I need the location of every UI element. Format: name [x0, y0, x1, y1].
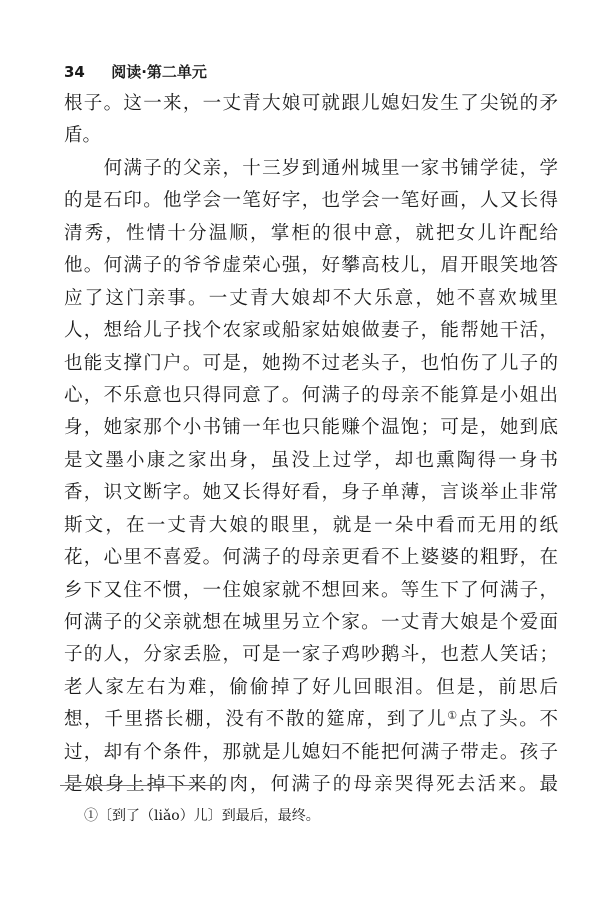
text-segment: 点了头。不	[458, 709, 558, 731]
text-line: 身，她家那个小书铺一年也只能赚个温饱；可是，她到底	[64, 417, 558, 439]
text-line: 也能支撑门户。可是，她拗不过老头子，也怕伤了儿子的	[64, 352, 558, 374]
text-line: 是文墨小康之家出身，虽没上过学，却也熏陶得一身书	[64, 449, 558, 471]
text-line: 何满子的父亲就想在城里另立个家。一丈青大娘是个爱面	[64, 612, 558, 633]
text-line: 老人家左右为难，偷偷掉了好儿回眼泪。但是，前思后	[64, 676, 558, 698]
text-line: 何满子的父亲，十三岁到通州城里一家书铺学徒，学	[64, 157, 558, 179]
text-segment: 想，千里搭长棚，没有不散的筵席，到了儿	[64, 709, 448, 731]
page-header	[64, 61, 207, 82]
text-line: 心，不乐意也只得同意了。何满子的母亲不能算是小姐出	[64, 384, 558, 406]
text-line: 花，心里不喜爱。何满子的母亲更看不上婆婆的粗野，在	[64, 547, 558, 569]
page-number: 34	[64, 63, 85, 81]
text-line: 乡下又住不惯，一住娘家就不想回来。等生下了何满子，	[64, 579, 558, 601]
body-text	[64, 88, 558, 802]
text-line: 过，却有个条件，那就是儿媳妇不能把何满子带走。孩子	[64, 741, 558, 763]
text-line-with-footnote	[64, 704, 558, 736]
section-title: 阅读·第二单元	[111, 63, 207, 81]
text-line: 是娘身上掉下来的肉，何满子的母亲哭得死去活来。最	[64, 774, 558, 796]
footnote: ①〔到了（liǎo）儿〕到最后，最终。	[84, 808, 320, 824]
text-line: 香，识文断字。她又长得好看，身子单薄，言谈举止非常	[64, 482, 558, 504]
text-line: 人，想给儿子找个农家或船家姑娘做妻子，能帮她干活，	[64, 320, 558, 342]
footnote-divider	[60, 785, 222, 786]
text-line: 根子。这一来，一丈青大娘可就跟儿媳妇发生了尖锐的矛	[64, 93, 558, 114]
footnote-mark: ①	[447, 709, 459, 723]
text-line: 斯文，在一丈青大娘的眼里，就是一朵中看而无用的纸	[64, 514, 558, 536]
text-line: 的是石印。他学会一笔好字，也学会一笔好画，人又长得	[64, 190, 558, 212]
text-line: 子的人，分家丢脸，可是一家子鸡吵鹅斗，也惹人笑话；	[64, 644, 558, 666]
text-line: 盾。	[64, 125, 102, 147]
text-line: 应了这门亲事。一丈青大娘却不大乐意，她不喜欢城里	[64, 287, 558, 309]
text-line: 他。何满子的爷爷虚荣心强，好攀高枝儿，眉开眼笑地答	[64, 255, 558, 277]
text-line: 清秀，性情十分温顺，掌柜的很中意，就把女儿许配给	[64, 222, 558, 244]
